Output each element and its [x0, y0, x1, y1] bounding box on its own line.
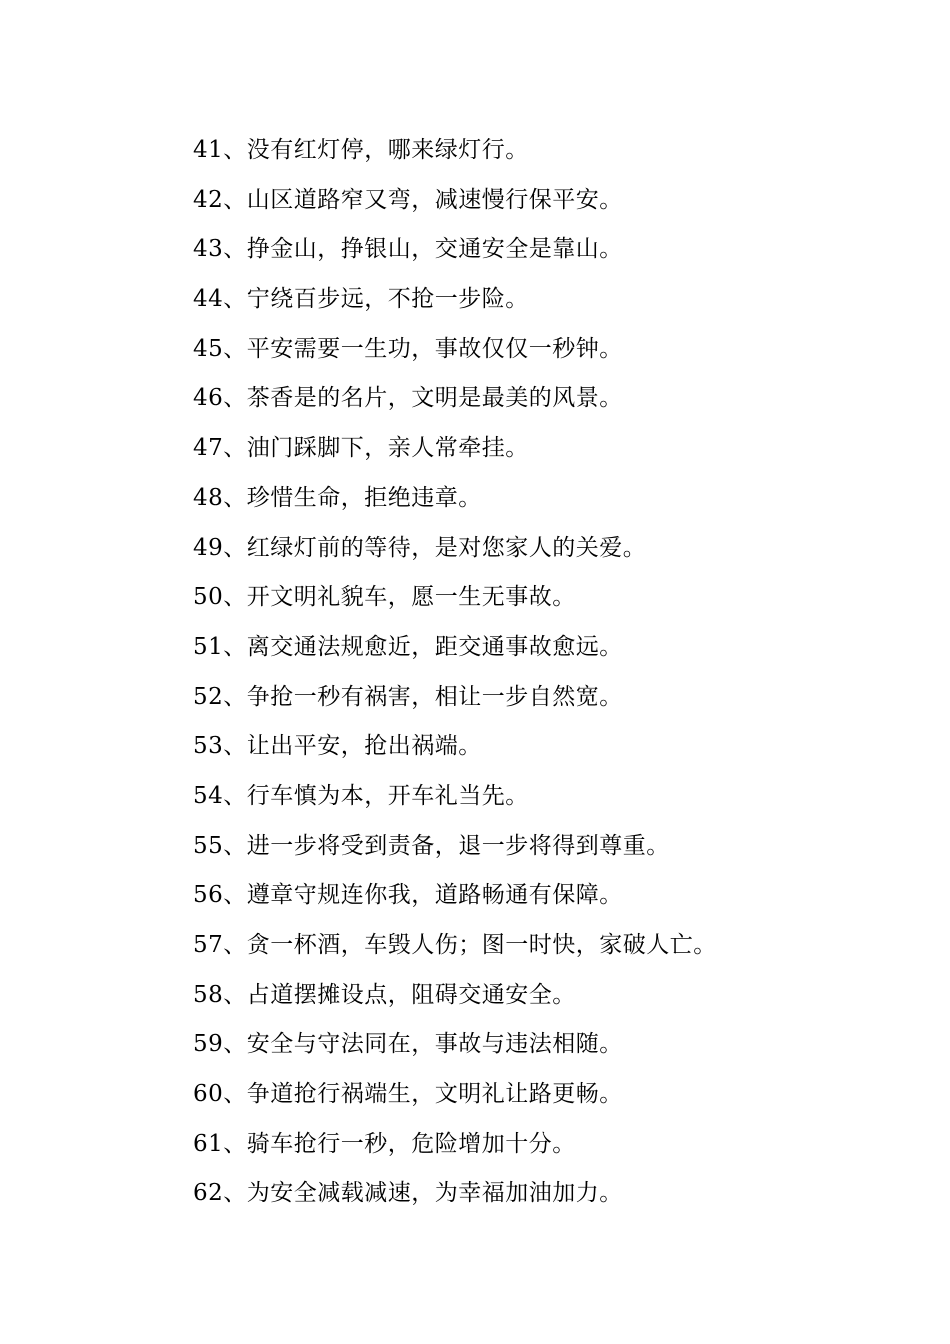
slogan-line: 45、平安需要一生功，事故仅仅一秒钟。: [193, 335, 623, 362]
slogan-line: 62、为安全减载减速，为幸福加油加力。: [193, 1180, 623, 1207]
slogan-line: 55、进一步将受到责备，退一步将得到尊重。: [193, 832, 670, 859]
slogan-line: 48、珍惜生命，拒绝违章。: [193, 484, 482, 511]
slogan-line: 42、山区道路窄又弯，减速慢行保平安。: [193, 186, 623, 213]
slogan-list: [193, 131, 893, 1224]
slogan-line: 49、红绿灯前的等待，是对您家人的关爱。: [193, 534, 647, 561]
slogan-line: 60、争道抢行祸端生，文明礼让路更畅。: [193, 1081, 623, 1108]
slogan-line: 56、遵章守规连你我，道路畅通有保障。: [193, 882, 623, 909]
slogan-line: 58、占道摆摊设点，阻碍交通安全。: [193, 981, 576, 1008]
slogan-line: 51、离交通法规愈近，距交通事故愈远。: [193, 633, 623, 660]
slogan-line: 47、油门踩脚下，亲人常牵挂。: [193, 435, 529, 462]
slogan-line: 46、茶香是的名片，文明是最美的风景。: [193, 385, 623, 412]
slogan-line: 41、没有红灯停，哪来绿灯行。: [193, 137, 529, 163]
slogan-line: 44、宁绕百步远，不抢一步险。: [193, 286, 529, 313]
slogan-line: 59、安全与守法同在，事故与违法相随。: [193, 1031, 623, 1058]
slogan-line: 53、让出平安，抢出祸端。: [193, 733, 482, 760]
slogan-line: 50、开文明礼貌车，愿一生无事故。: [193, 584, 576, 611]
slogan-line: 61、骑车抢行一秒，危险增加十分。: [193, 1130, 576, 1157]
slogan-line: 52、争抢一秒有祸害，相让一步自然宽。: [193, 683, 623, 710]
slogan-line: 57、贪一杯酒，车毁人伤；图一时快，家破人亡。: [193, 932, 717, 958]
slogan-line: 43、挣金山，挣银山，交通安全是靠山。: [193, 236, 623, 263]
slogan-line: 54、行车慎为本，开车礼当先。: [193, 782, 529, 809]
